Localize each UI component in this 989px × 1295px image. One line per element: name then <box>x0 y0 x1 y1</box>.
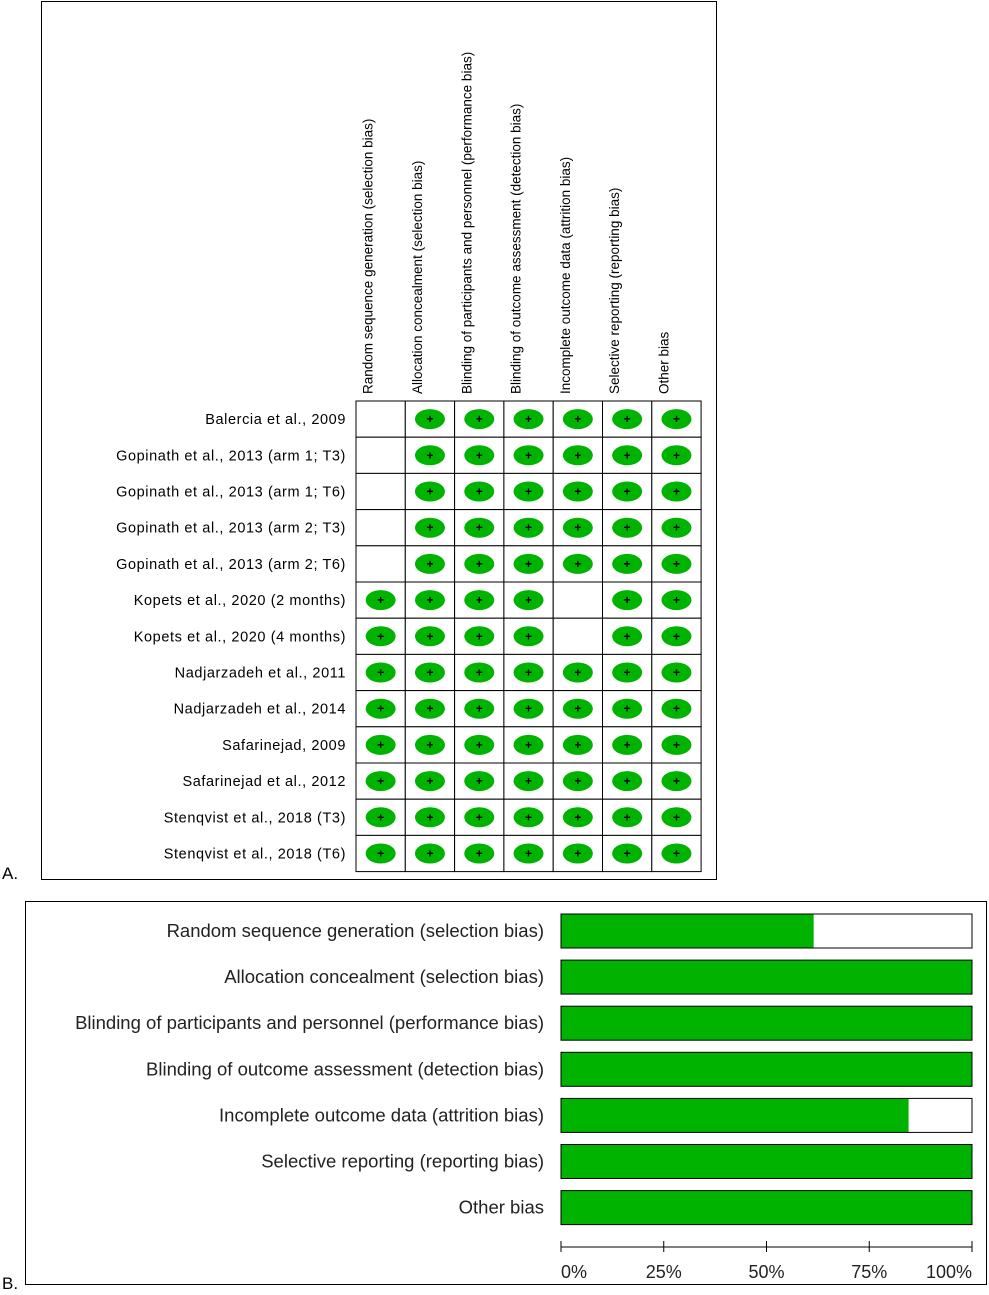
low-risk-plus: + <box>377 846 385 861</box>
low-risk-plus: + <box>623 520 631 535</box>
low-risk-bar <box>561 1098 909 1132</box>
low-risk-plus: + <box>426 448 434 463</box>
low-risk-plus: + <box>623 665 631 680</box>
summary-cell <box>356 401 405 437</box>
low-risk-plus: + <box>377 774 385 789</box>
low-risk-plus: + <box>426 665 434 680</box>
study-label: Balercia et al., 2009 <box>205 412 346 429</box>
low-risk-plus: + <box>525 556 533 571</box>
low-risk-plus: + <box>672 484 680 499</box>
low-risk-plus: + <box>377 629 385 644</box>
low-risk-plus: + <box>574 448 582 463</box>
low-risk-plus: + <box>525 412 533 427</box>
low-risk-plus: + <box>525 737 533 752</box>
low-risk-plus: + <box>623 774 631 789</box>
low-risk-plus: + <box>574 810 582 825</box>
low-risk-plus: + <box>426 412 434 427</box>
low-risk-plus: + <box>426 701 434 716</box>
low-risk-plus: + <box>475 412 483 427</box>
low-risk-plus: + <box>426 484 434 499</box>
low-risk-plus: + <box>623 737 631 752</box>
low-risk-plus: + <box>623 846 631 861</box>
risk-of-bias-summary-panel <box>41 1 717 880</box>
column-header-7: Other bias <box>656 331 672 394</box>
low-risk-plus: + <box>475 556 483 571</box>
study-label: Gopinath et al., 2013 (arm 1; T6) <box>116 484 346 501</box>
low-risk-plus: + <box>623 448 631 463</box>
summary-cell <box>356 546 405 582</box>
study-label: Nadjarzadeh et al., 2011 <box>174 665 346 682</box>
low-risk-plus: + <box>525 774 533 789</box>
low-risk-plus: + <box>426 520 434 535</box>
low-risk-plus: + <box>574 484 582 499</box>
low-risk-plus: + <box>426 846 434 861</box>
x-tick-label: 0% <box>561 1262 588 1282</box>
low-risk-plus: + <box>475 774 483 789</box>
low-risk-plus: + <box>525 520 533 535</box>
panel-a-label: A. <box>2 864 19 883</box>
low-risk-plus: + <box>623 810 631 825</box>
x-tick-label: 75% <box>851 1262 888 1282</box>
low-risk-bar <box>561 960 972 994</box>
low-risk-plus: + <box>574 846 582 861</box>
bar-category-label: Blinding of outcome assessment (detection bias) <box>146 1058 544 1080</box>
study-label: Gopinath et al., 2013 (arm 2; T3) <box>116 520 346 537</box>
low-risk-plus: + <box>525 846 533 861</box>
low-risk-plus: + <box>672 556 680 571</box>
column-header-2: Allocation concealment (selection bias) <box>409 160 425 394</box>
low-risk-plus: + <box>672 629 680 644</box>
low-risk-bar <box>561 1052 972 1086</box>
low-risk-plus: + <box>426 737 434 752</box>
risk-of-bias-graph-panel <box>25 901 987 1285</box>
risk-of-bias-summary-chart <box>42 2 716 879</box>
low-risk-plus: + <box>475 484 483 499</box>
low-risk-plus: + <box>574 556 582 571</box>
study-label: Safarinejad et al., 2012 <box>182 774 346 791</box>
low-risk-plus: + <box>426 629 434 644</box>
low-risk-plus: + <box>672 593 680 608</box>
study-label: Stenqvist et al., 2018 (T3) <box>163 810 346 827</box>
low-risk-plus: + <box>525 665 533 680</box>
summary-cell <box>553 618 602 654</box>
low-risk-plus: + <box>377 737 385 752</box>
summary-cell <box>356 510 405 546</box>
x-tick-label: 25% <box>645 1262 682 1282</box>
low-risk-plus: + <box>623 701 631 716</box>
column-header-1: Random sequence generation (selection bias) <box>360 118 376 394</box>
x-tick-label: 50% <box>748 1262 785 1282</box>
low-risk-plus: + <box>426 810 434 825</box>
x-tick-label: 100% <box>925 1262 972 1282</box>
low-risk-plus: + <box>377 810 385 825</box>
study-label: Kopets et al., 2020 (4 months) <box>133 629 346 646</box>
low-risk-plus: + <box>672 448 680 463</box>
column-header-5: Incomplete outcome data (attrition bias) <box>557 156 573 394</box>
low-risk-plus: + <box>377 665 385 680</box>
low-risk-bar <box>561 1145 972 1179</box>
bar-category-label: Random sequence generation (selection bias) <box>166 920 544 941</box>
low-risk-bar <box>561 1006 972 1040</box>
low-risk-plus: + <box>426 774 434 789</box>
low-risk-plus: + <box>574 412 582 427</box>
low-risk-plus: + <box>672 774 680 789</box>
low-risk-plus: + <box>475 737 483 752</box>
summary-cell <box>553 582 602 618</box>
low-risk-plus: + <box>623 629 631 644</box>
study-label: Nadjarzadeh et al., 2014 <box>173 701 346 718</box>
low-risk-plus: + <box>623 412 631 427</box>
low-risk-plus: + <box>475 810 483 825</box>
bar-category-label: Selective reporting (reporting bias) <box>261 1150 544 1172</box>
study-label: Kopets et al., 2020 (2 months) <box>133 593 346 610</box>
low-risk-plus: + <box>475 846 483 861</box>
summary-cell <box>356 473 405 509</box>
low-risk-plus: + <box>672 737 680 752</box>
low-risk-plus: + <box>525 701 533 716</box>
low-risk-plus: + <box>574 737 582 752</box>
bar-category-label: Incomplete outcome data (attrition bias) <box>219 1104 544 1126</box>
low-risk-plus: + <box>672 520 680 535</box>
bar-category-label: Blinding of participants and personnel (performance bias) <box>75 1012 544 1034</box>
low-risk-plus: + <box>377 593 385 608</box>
low-risk-plus: + <box>525 810 533 825</box>
unclear-risk-bar <box>909 1098 972 1132</box>
low-risk-plus: + <box>574 520 582 535</box>
low-risk-plus: + <box>672 412 680 427</box>
low-risk-plus: + <box>525 484 533 499</box>
low-risk-plus: + <box>623 593 631 608</box>
bar-category-label: Other bias <box>458 1196 544 1218</box>
column-header-3: Blinding of participants and personnel (performance bias) <box>459 51 475 394</box>
risk-of-bias-graph-chart <box>26 902 986 1284</box>
low-risk-plus: + <box>426 593 434 608</box>
low-risk-plus: + <box>525 629 533 644</box>
low-risk-plus: + <box>475 629 483 644</box>
low-risk-plus: + <box>475 448 483 463</box>
low-risk-bar <box>561 1191 972 1225</box>
low-risk-plus: + <box>672 810 680 825</box>
low-risk-bar <box>561 914 814 948</box>
low-risk-plus: + <box>475 520 483 535</box>
low-risk-plus: + <box>525 593 533 608</box>
low-risk-plus: + <box>623 556 631 571</box>
bar-category-label: Allocation concealment (selection bias) <box>224 966 544 988</box>
column-header-4: Blinding of outcome assessment (detection bias) <box>508 103 524 394</box>
low-risk-plus: + <box>672 846 680 861</box>
study-label: Gopinath et al., 2013 (arm 2; T6) <box>116 556 346 573</box>
low-risk-plus: + <box>377 701 385 716</box>
panel-b-label: B. <box>2 1274 19 1293</box>
low-risk-plus: + <box>672 701 680 716</box>
low-risk-plus: + <box>672 665 680 680</box>
low-risk-plus: + <box>525 448 533 463</box>
low-risk-plus: + <box>574 701 582 716</box>
low-risk-plus: + <box>623 484 631 499</box>
study-label: Gopinath et al., 2013 (arm 1; T3) <box>116 448 346 465</box>
low-risk-plus: + <box>426 556 434 571</box>
low-risk-plus: + <box>475 593 483 608</box>
summary-cell <box>356 437 405 473</box>
study-label: Stenqvist et al., 2018 (T6) <box>163 846 346 863</box>
low-risk-plus: + <box>574 774 582 789</box>
low-risk-plus: + <box>574 665 582 680</box>
low-risk-plus: + <box>475 665 483 680</box>
column-header-6: Selective reporting (reporting bias) <box>607 187 623 394</box>
low-risk-plus: + <box>475 701 483 716</box>
study-label: Safarinejad, 2009 <box>222 737 346 754</box>
unclear-risk-bar <box>814 914 972 948</box>
